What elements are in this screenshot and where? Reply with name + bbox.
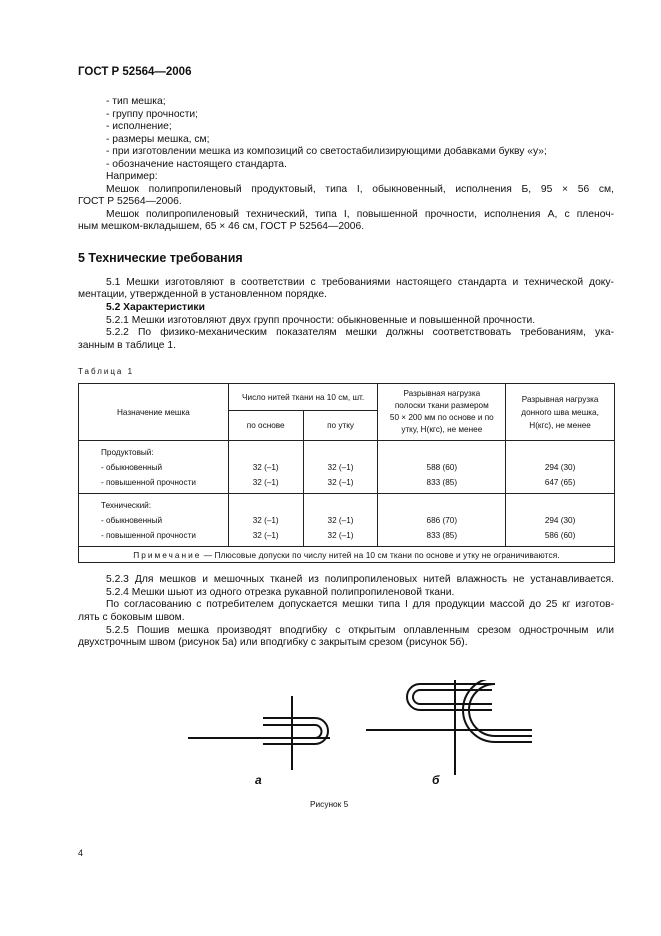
example-intro: Например:	[106, 171, 158, 182]
seam-figure-a	[188, 696, 330, 770]
seam-diagram	[170, 680, 550, 775]
page-number: 4	[78, 848, 84, 858]
list-item: - размеры мешка, см;	[106, 134, 210, 145]
header-weft: по утку	[303, 411, 378, 441]
subsection-title: 5.2 Характеристики	[106, 302, 205, 313]
paragraph-5-2-4: 5.2.4 Мешки шьют из одного отрезка рукавной полипропиленовой ткани.	[106, 587, 455, 598]
header-warp: по основе	[228, 411, 303, 441]
paragraph-5-2-2: 5.2.2 По физико-механическим показателям мешки должны соответствовать требованиям, ука-	[106, 327, 614, 338]
table-note	[79, 547, 615, 563]
paragraph-5-2-5-cont: двухстрочным швом (рисунок 5а) или вподгибку с закрытым срезом (рисунок 5б).	[78, 637, 468, 648]
section-title: 5 Технические требования	[78, 251, 243, 265]
list-item: - при изготовлении мешка из композиций со светостабилизирующими добавками букву «у»;	[106, 146, 547, 157]
example2-text-cont: ным мешком-вкладышем, 65 × 46 см, ГОСТ Р 52564—2006.	[78, 221, 365, 232]
list-item: - тип мешка;	[106, 96, 166, 107]
example1-text: Мешок полипропиленовый продуктовый, типа I, обыкновенный, исполнения Б, 95 × 56 см,	[106, 184, 614, 195]
paragraph-5-2-3: 5.2.3 Для мешков и мешочных тканей из полипропиленовых нитей влажность не устанавливается.	[106, 574, 614, 585]
paragraph-5-2-5: 5.2.5 Пошив мешка производят вподгибку с открытым оплавленным срезом однострочным или	[106, 625, 614, 636]
paragraph-5-1: 5.1 Мешки изготовляют в соответствии с требованиями настоящего стандарта и технической доку-	[106, 277, 614, 288]
paragraph-5-2-4b: По согласованию с потребителем допускается мешки типа I для продукции массой до 25 кг изготов-	[106, 599, 614, 610]
figure-caption: Рисунок 5	[310, 799, 349, 809]
spec-table	[78, 383, 615, 563]
note-label: Примечание	[133, 549, 202, 560]
paragraph-5-2-1: 5.2.1 Мешки изготовляют двух групп прочности: обыкновенные и повышенной прочности.	[106, 315, 536, 326]
example2-text: Мешок полипропиленовый технический, типа I, повышенной прочности, исполнения А, с пленоч-	[106, 209, 614, 220]
header-strip-load: Разрывная нагрузка полоски ткани размером 50 × 200 мм по основе и по утку, Н(кгс), не менее	[378, 384, 506, 441]
paragraph-5-2-2-cont: занным в таблице 1.	[78, 340, 176, 351]
table-caption: Таблица 1	[78, 367, 135, 376]
figure-label-a: а	[255, 773, 262, 787]
note-text: — Плюсовые допуски по числу нитей на 10 см ткани по основе и утку не ограничиваются.	[201, 549, 560, 560]
header-threads: Число нитей ткани на 10 см, шт.	[228, 384, 378, 411]
list-item: - группу прочности;	[106, 109, 199, 120]
table-row: Технический: - обыкновенный - повышенной прочности 32 (–1) 32 (–1) 32 (–1) 32 (–1) 686 (70) 833 (85) 294 (30) 586 (60)	[79, 494, 615, 547]
table-row: Продуктовый: - обыкновенный - повышенной прочности 32 (–1) 32 (–1) 32 (–1) 32 (–1) 588 (60) 833 (85) 294 (30) 647 (65)	[79, 441, 615, 494]
figure-label-b: б	[432, 773, 440, 787]
header-purpose: Назначение мешка	[79, 384, 229, 441]
list-item: - обозначение настоящего стандарта.	[106, 159, 287, 170]
document-header: ГОСТ Р 52564—2006	[78, 66, 192, 78]
example1-text-cont: ГОСТ Р 52564—2006.	[78, 196, 182, 207]
seam-figure-b	[366, 680, 532, 775]
list-item: - исполнение;	[106, 121, 172, 132]
header-seam-load: Разрывная нагрузка донного шва мешка, Н(кгс), не менее	[506, 384, 615, 441]
paragraph-5-1-cont: ментации, утвержденной в установленном порядке.	[78, 289, 327, 300]
paragraph-5-2-4b-cont: лять с боковым швом.	[78, 612, 185, 623]
